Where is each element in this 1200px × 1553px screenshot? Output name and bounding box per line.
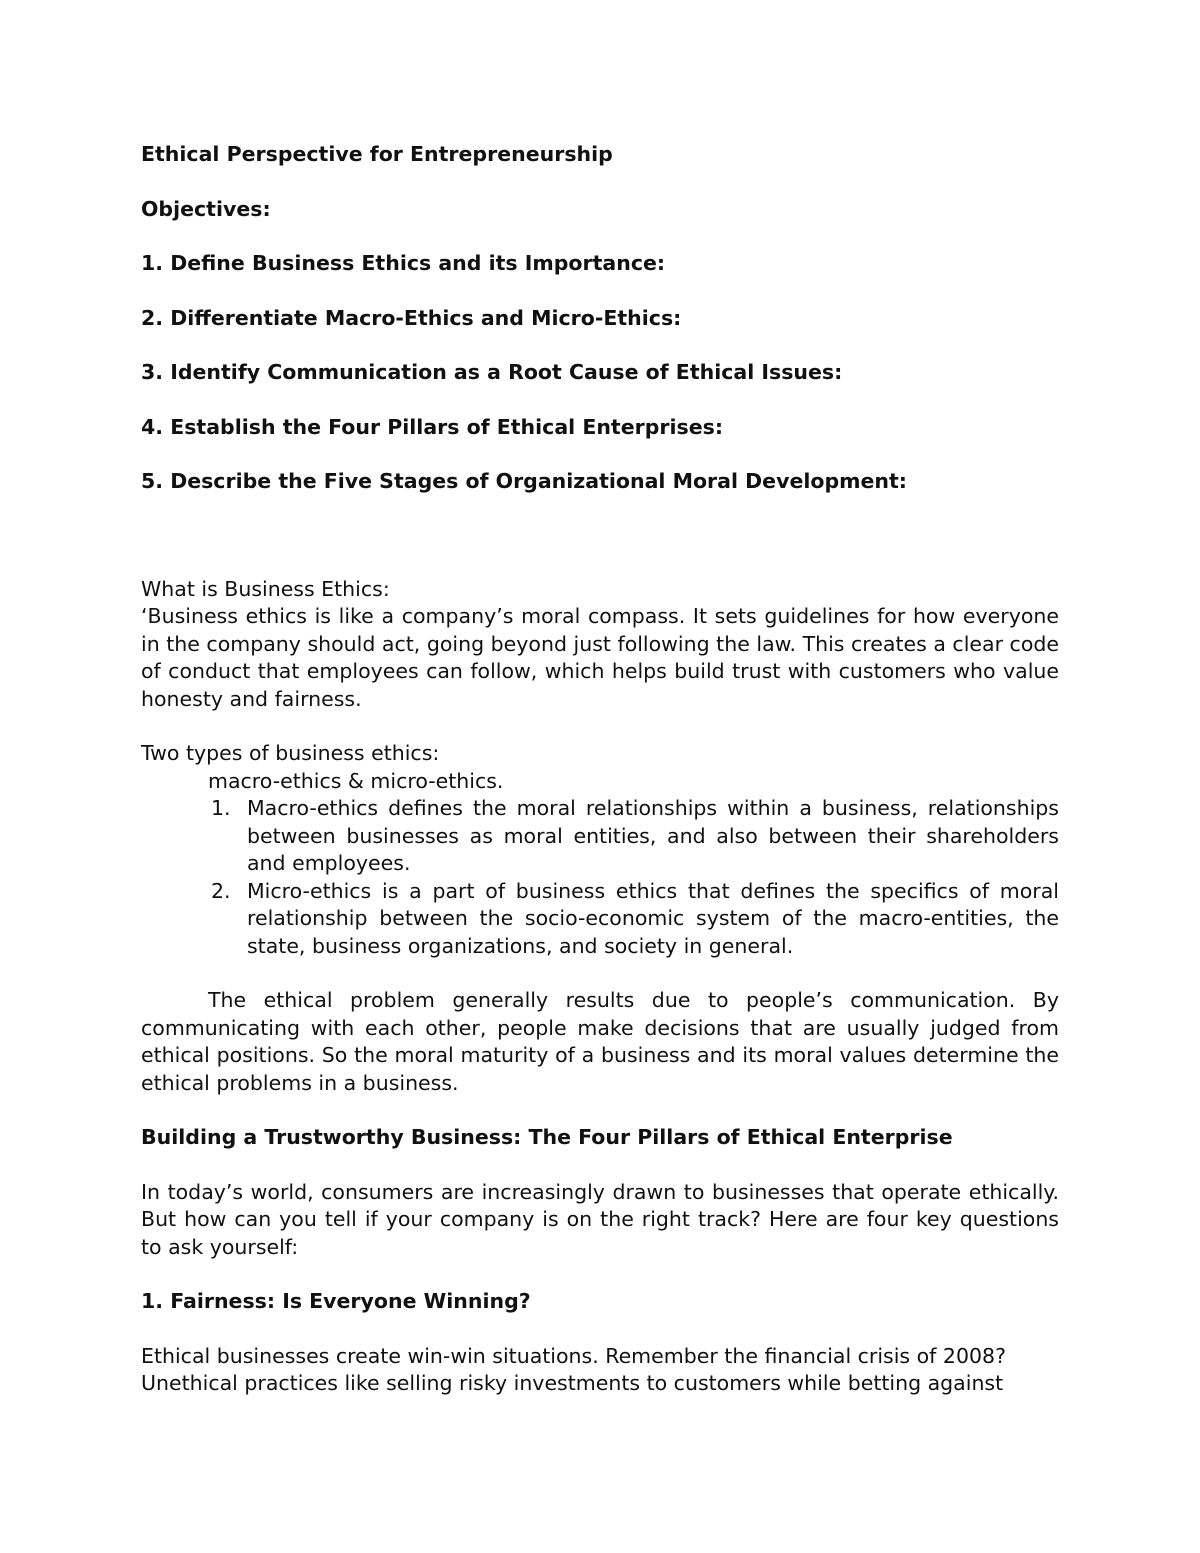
what-is-heading: What is Business Ethics: xyxy=(141,576,390,601)
document-title: Ethical Perspective for Entrepreneurship xyxy=(141,142,613,166)
fairness-line: Ethical businesses create win-win situations. Remember the financial crisis of 2008? xyxy=(141,1343,1006,1368)
types-list xyxy=(141,795,1059,960)
fairness-line: Unethical practices like selling risky investments to customers while betting against xyxy=(141,1371,1004,1395)
pillars-heading: Building a Trustworthy Business: The Four Pillars of Ethical Enterprise xyxy=(141,1125,953,1149)
types-subheading: macro-ethics & micro-ethics. xyxy=(208,768,504,793)
list-item-number: 1. xyxy=(211,796,231,820)
list-item xyxy=(141,795,1059,878)
objective-item: 5. Describe the Five Stages of Organizational Moral Development: xyxy=(141,469,907,493)
list-item xyxy=(141,878,1059,961)
list-item-number: 2. xyxy=(211,878,231,903)
document-page xyxy=(141,141,1059,1398)
pillars-intro-paragraph: In today’s world, consumers are increasingly drawn to businesses that operate ethically. But how can you tell if your company is on the right track? Here are four key questions to ask yourself: xyxy=(141,1179,1059,1259)
objectives-heading: Objectives: xyxy=(141,196,271,221)
fairness-heading: 1. Fairness: Is Everyone Winning? xyxy=(141,1289,531,1313)
list-item-text: Macro-ethics defines the moral relationships within a business, relationships between businesses as moral entities, and also between their shareholders and employees. xyxy=(247,796,1059,875)
objective-item: 1. Define Business Ethics and its Importance: xyxy=(141,251,666,275)
objective-item: 4. Establish the Four Pillars of Ethical Enterprises: xyxy=(141,414,724,439)
list-item-text: Micro-ethics is a part of business ethics that defines the specifics of moral relationship between the socio-economic system of the macro-entities, the state, business organizations, and society in general. xyxy=(247,878,1059,958)
types-heading: Two types of business ethics: xyxy=(141,741,440,765)
objective-item: 3. Identify Communication as a Root Cause of Ethical Issues: xyxy=(141,360,843,384)
objective-item: 2. Differentiate Macro-Ethics and Micro-Ethics: xyxy=(141,305,682,330)
what-is-paragraph: ‘Business ethics is like a company’s moral compass. It sets guidelines for how everyone in the company should act, going beyond just following the law. This creates a clear code of conduct that employees can follow, which helps build trust with customers who value honesty and fairness. xyxy=(141,604,1059,711)
communication-paragraph: The ethical problem generally results due to people’s communication. By communicating with each other, people make decisions that are usually judged from ethical positions. So the moral maturity of a business and its moral values determine the ethical problems in a business. xyxy=(141,988,1059,1095)
